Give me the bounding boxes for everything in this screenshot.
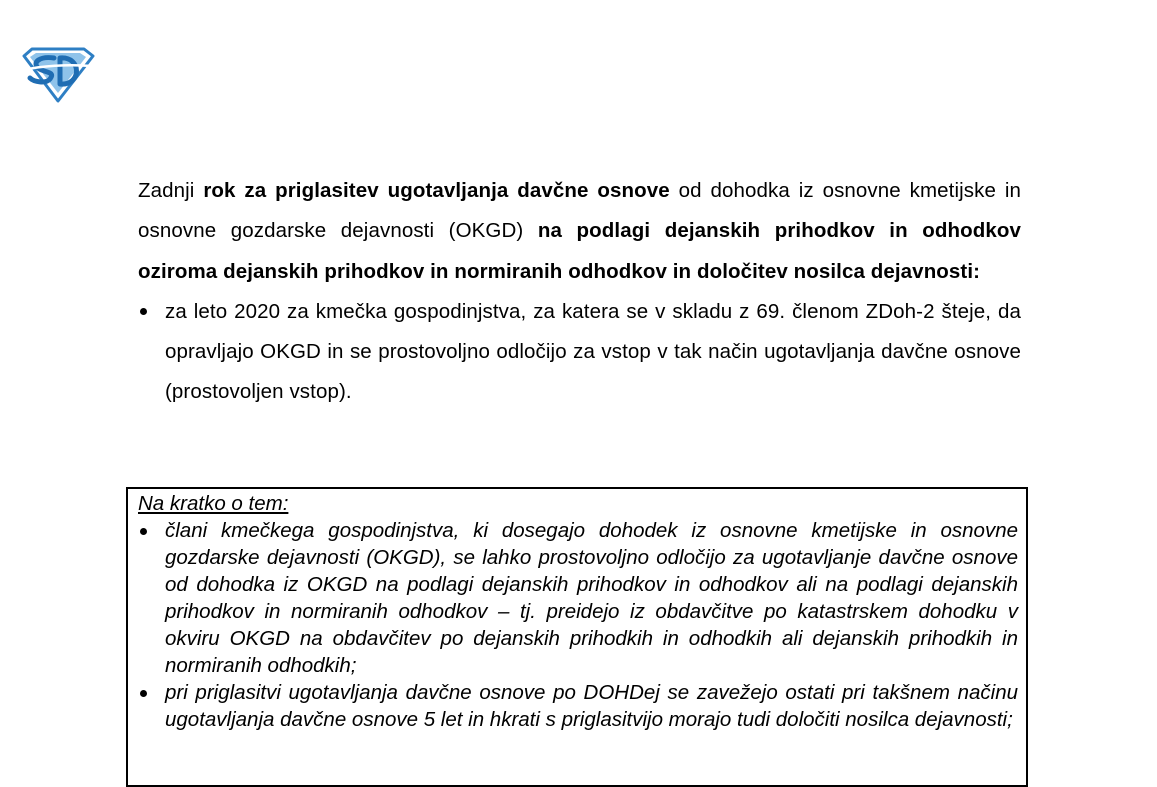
bullet-list bbox=[138, 292, 1021, 413]
intro-part1: Zadnji bbox=[138, 179, 204, 202]
list-item: za leto 2020 za kmečka gospodinjstva, za katera se v skladu z 69. členom ZDoh-2 šteje, da opravljajo OKGD in se prostovoljno odločijo za vstop v tak način ugotavljanja davčne osnove (prostovoljen vstop). bbox=[138, 292, 1021, 413]
list-item: pri priglasitvi ugotavljanja davčne osnove po DOHDej se zavežejo ostati pri takšnem načinu ugotavljanja davčne osnove 5 let in hkrati s priglasitvijo morajo tudi določiti nosilca dejavnosti; bbox=[138, 679, 1018, 733]
fsd-shield-logo-icon bbox=[20, 46, 96, 104]
summary-box bbox=[126, 487, 1028, 787]
summary-list bbox=[138, 517, 1018, 733]
intro-paragraph bbox=[138, 171, 1021, 292]
intro-part2: od dohodka iz osnovne kmetijske in osnovne gozdarske dejavnosti (OKGD) bbox=[138, 179, 1021, 243]
intro-bold1: rok za priglasitev ugotavljanja davčne osnove bbox=[203, 179, 670, 202]
main-text bbox=[138, 171, 1021, 413]
intro-bold2: na podlagi dejanskih prihodkov in odhodkov oziroma dejanskih prihodkov in normiranih odhodkov in določitev nosilca dejavnosti: bbox=[138, 219, 1021, 283]
summary-title: Na kratko o tem: bbox=[138, 492, 289, 515]
list-item: člani kmečkega gospodinjstva, ki dosegajo dohodek iz osnovne kmetijske in osnovne gozdarske dejavnosti (OKGD), se lahko prostovoljno odločijo za ugotavljanje davčne osnove od dohodka iz OKGD na podlagi dejanskih prihodkov in odhodkov ali na podlagi dejanskih prihodkov in normiranih odhodkov – tj. preidejo iz obdavčitve po katastrskem dohodku v okviru OKGD na obdavčitev po dejanskih prihodkih in odhodkih ali dejanskih prihodkih in normiranih odhodkih; bbox=[138, 517, 1018, 679]
